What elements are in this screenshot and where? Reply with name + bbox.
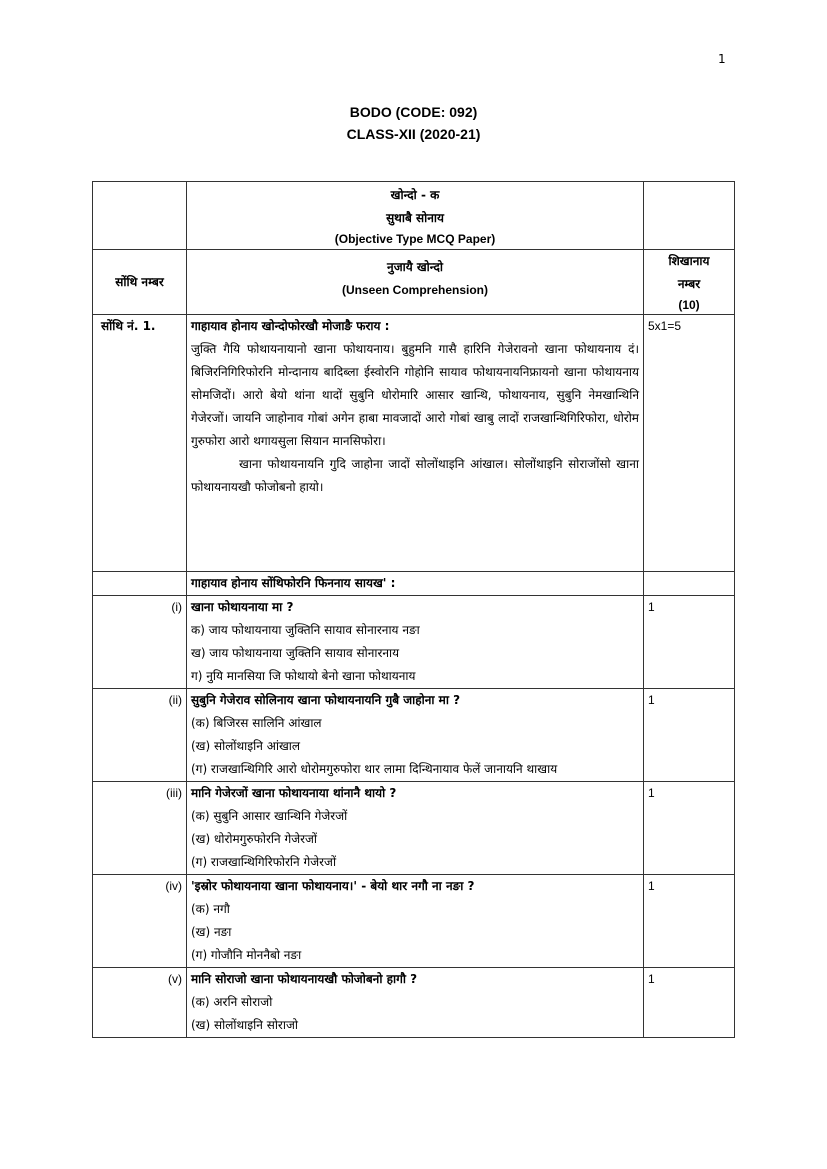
- option-a: (क) बिजिरस सालिनि आंखाल: [191, 716, 322, 730]
- question-table: [92, 181, 735, 1038]
- question-text: सुबुनि गेजेराव सोलिनाय खाना फोथायनायनि गुबै जाहोना मा ?: [191, 693, 461, 707]
- question-row: [93, 875, 735, 968]
- option-b: (ख) सोलोंथाइनि आंखाल: [191, 739, 301, 753]
- question-cell: [187, 596, 644, 689]
- section-heading: [187, 182, 644, 250]
- option-c: (ग) राजखान्थिगिरि आरो धोरोमगुरुफोरा थार लामा दिन्थिनायाव फेलें जानायनि थाखाय: [191, 762, 558, 776]
- marks-total: (10): [678, 298, 700, 312]
- section-header-row: [93, 182, 735, 250]
- option-a: (क) नगौ: [191, 902, 230, 916]
- question-cell: [187, 782, 644, 875]
- option-a: (क) सुबुनि आसार खान्थिनि गेजेरजों: [191, 809, 348, 823]
- option-c: ग) नुयि मानसिया जि फोथायो बेनो खाना फोथायनाय: [191, 669, 416, 683]
- answer-intro: गाहायाव होनाय सोंथिफोरनि फिननाय सायख' :: [187, 572, 644, 596]
- option-b: (ख) नङा: [191, 925, 232, 939]
- question-marks: 1: [644, 875, 735, 968]
- section-subtitle: सुथाबै सोनाय: [386, 211, 444, 225]
- empty-cell: [644, 182, 735, 250]
- question-number: (v): [93, 968, 187, 1038]
- option-b: (ख) धोरोमगुरुफोरनि गेजेरजों: [191, 832, 318, 846]
- question-text: खाना फोथायनाया मा ?: [191, 600, 294, 614]
- section-name: खोन्दो - क: [390, 188, 440, 202]
- answer-intro-row: [93, 572, 735, 596]
- paper-class: CLASS-XII (2020-21): [346, 126, 481, 142]
- question-no-header: [93, 250, 187, 315]
- passage-row: [93, 315, 735, 572]
- marks-label-2: नम्बर: [677, 277, 701, 291]
- question-text: मानि गेजेरजों खाना फोथायनाया थांनानै थायो ?: [191, 786, 397, 800]
- q1-number-label: सोंथि नं. 1.: [101, 319, 156, 333]
- option-c: (ग) गोजौनि मोननैबो नङा: [191, 948, 302, 962]
- question-number: (i): [93, 596, 187, 689]
- passage-paragraph-1: जुक्ति गैयि फोथायनायानो खाना फोथायनाय। बुहुमनि गासै हारिनि गेजेरावनो खाना फोथायनाय दं। बिजिरनिगिरिफोरनि मोन्दानाय बादिब्ला ईस्वोरनि गोहोनि सायाव फोथायनायनिफ्रायनो खाना फोथायनाय सोमजिदों। आरो बेयो थांना थादों सुबुनि धोरोमारि आसार खान्थि, फोथायनाय, सुबुनि नेमखान्थिनि गेजेरजों। जायनि जाहोनाव गोबां अगेन हाबा मावजादों आरो गोबां खाबु लादों राजखान्थिगिरिफोरा, धोरोम गुरुफोरा आरो थगायसुला सियान मानसिफोरा।: [191, 342, 639, 448]
- option-b: ख) जाय फोथायनाया जुक्तिनि सायाव सोनारनाय: [191, 646, 400, 660]
- question-row: [93, 968, 735, 1038]
- paper-title: BODO (CODE: 092): [349, 104, 478, 120]
- option-c: (ग) राजखान्थिगिरिफोरनि गेजेरजों: [191, 855, 337, 869]
- question-row: [93, 782, 735, 875]
- question-text: 'इस्रोर फोथायनाया खाना फोथायनाय।' - बेयो थार नगौ ना नङा ?: [191, 879, 475, 893]
- page-number: 1: [718, 52, 726, 66]
- question-cell: [187, 968, 644, 1038]
- question-marks: 1: [644, 968, 735, 1038]
- question-row: [93, 689, 735, 782]
- section-type: (Objective Type MCQ Paper): [334, 232, 496, 246]
- question-text: मानि सोराजो खाना फोथायनायखौ फोजोबनो हागौ ?: [191, 972, 418, 986]
- question-no-label: सोंथि नम्बर: [115, 274, 164, 289]
- q1-number: [93, 315, 187, 572]
- question-cell: [187, 875, 644, 968]
- marks-header: [644, 250, 735, 315]
- empty-cell: [644, 572, 735, 596]
- passage-header: [187, 250, 644, 315]
- option-a: क) जाय फोथायनाया जुक्तिनि सायाव सोनारनाय नङा: [191, 623, 420, 637]
- question-number: (ii): [93, 689, 187, 782]
- question-marks: 1: [644, 596, 735, 689]
- passage-title: नुजायै खोन्दो: [387, 260, 443, 274]
- question-number: (iii): [93, 782, 187, 875]
- q1-marks: [644, 315, 735, 572]
- passage-cell: [187, 315, 644, 572]
- q1-marks-value: 5x1=5: [648, 319, 682, 333]
- question-number: (iv): [93, 875, 187, 968]
- question-marks: 1: [644, 689, 735, 782]
- passage-paragraph-2: खाना फोथायनायनि गुदि जाहोना जादों सोलोंथाइनि आंखाल। सोलोंथाइनि सोराजोंसो खाना फोथायनायखौ फोजोबनो हायो।: [191, 457, 639, 494]
- marks-label-1: शिखानाय: [668, 254, 710, 268]
- option-b: (ख) सोलोंथाइनि सोराजो: [191, 1018, 298, 1032]
- empty-cell: [93, 572, 187, 596]
- question-cell: [187, 689, 644, 782]
- passage-type: (Unseen Comprehension): [341, 283, 488, 297]
- empty-cell: [93, 182, 187, 250]
- option-a: (क) अरनि सोराजो: [191, 995, 273, 1009]
- q1-instruction: गाहायाव होनाय खोन्दोफोरखौ मोजाङै फराय :: [191, 319, 390, 333]
- question-row: [93, 596, 735, 689]
- question-marks: 1: [644, 782, 735, 875]
- column-header-row: [93, 250, 735, 315]
